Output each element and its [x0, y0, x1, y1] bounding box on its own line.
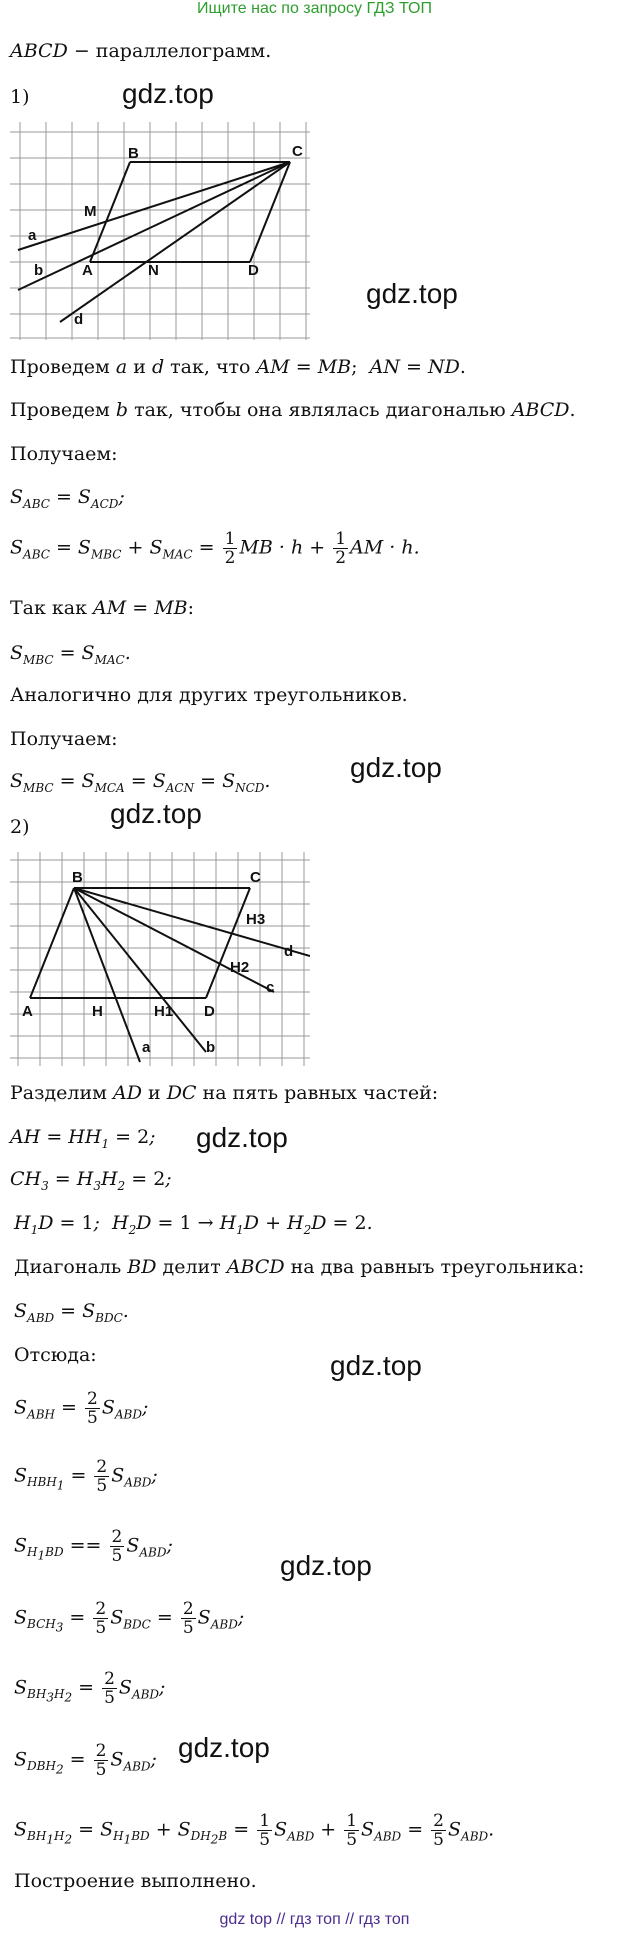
figure-2: [10, 852, 310, 1066]
label-A: A: [82, 262, 93, 279]
p2-formula-11: $S_{BH_1H_2} = S_{H_1BD} + S_{DH_2B}$ = $\frac{1}{5}$ $S_{ABD}$ + $\frac{1}{5}$ $S_{ABD}$ = $\frac{2}{5}$ $S_{ABD}$.: [14, 1811, 495, 1850]
grid: [10, 852, 310, 1066]
p1-line-8: Аналогично для других треугольников.: [10, 684, 408, 706]
footer-links[interactable]: gdz top // гдз топ // гдз топ: [219, 1911, 410, 1928]
watermark: gdz.top: [110, 798, 202, 829]
p2-last-line: Построение выполнено.: [14, 1870, 257, 1892]
part2-label: 2): [10, 816, 30, 838]
label-B: B: [72, 869, 83, 886]
label-D: D: [248, 262, 259, 279]
p1-formula-2: $S_{ABC} = S_{MBC} + S_{MAC}$ = $\frac{1}{2}$ MB · h + $\frac{1}{2}$ AM · h.: [10, 529, 420, 568]
p1-line-9: Получаем:: [10, 728, 118, 750]
watermark: gdz.top: [122, 78, 214, 109]
p2-formula-3: $H_1D = 1$; $H_2D = 1 \to H_1D + H_2D = 2$.: [14, 1212, 373, 1237]
label-N: N: [148, 262, 159, 279]
p1-formula-4: $S_{MBC} = S_{MCA} = S_{ACN} = S_{NCD}$.: [10, 770, 271, 795]
label-C: C: [292, 143, 303, 160]
p2-line-5: Диагональ BD делит ABCD на два равныъ треугольника:: [14, 1256, 585, 1278]
label-B: B: [128, 145, 139, 162]
p2-line-1: Разделим AD и DC на пять равных частей:: [10, 1082, 439, 1104]
label-H: H: [92, 1003, 103, 1020]
p2-formula-4: $S_{ABD} = S_{BDC}$.: [14, 1300, 129, 1325]
p2-line-7: Отсюда:: [14, 1344, 97, 1366]
parallelogram-lines: [18, 162, 290, 322]
p1-formula-3: $S_{MBC} = S_{MAC}$.: [10, 642, 131, 667]
label-b: b: [34, 262, 44, 279]
p2-formula-8: $S_{BCH_3}$ = $\frac{2}{5}$ $S_{BDC}$ = $\frac{2}{5}$ $S_{ABD}$;: [14, 1599, 245, 1638]
p2-formula-10: $S_{DBH_2}$ = $\frac{2}{5}$ $S_{ABD}$;: [14, 1741, 157, 1780]
label-d: d: [284, 943, 294, 960]
label-a: a: [28, 227, 37, 244]
p1-line-2: Проведем b так, чтобы она являлась диагональю ABCD.: [10, 399, 576, 421]
label-H2: H2: [230, 959, 250, 976]
figure-1: [10, 122, 310, 340]
p2-formula-7: $S_{H_1BD}$ == $\frac{2}{5}$ $S_{ABD}$;: [14, 1527, 173, 1566]
p2-formula-5: $S_{ABH}$ = $\frac{2}{5}$ $S_{ABD}$;: [14, 1389, 149, 1428]
p2-formula-6: $S_{HBH_1}$ = $\frac{2}{5}$ $S_{ABD}$;: [14, 1457, 158, 1496]
label-C: C: [250, 869, 261, 886]
p2-formula-9: $S_{BH_3H_2}$ = $\frac{2}{5}$ $S_{ABD}$;: [14, 1669, 166, 1708]
watermark: gdz.top: [178, 1732, 270, 1763]
grid: [10, 122, 310, 340]
label-c: c: [266, 979, 275, 996]
label-H1: H1: [154, 1003, 174, 1020]
part1-label: 1): [10, 86, 30, 108]
watermark: gdz.top: [350, 752, 442, 783]
problem-statement: ABCD − параллелограмм.: [10, 40, 272, 62]
search-banner[interactable]: Ищите нас по запросу ГДЗ ТОП: [197, 0, 432, 17]
watermark: gdz.top: [280, 1550, 372, 1581]
label-d: d: [74, 311, 84, 328]
watermark: gdz.top: [366, 278, 458, 309]
p1-line-1: Проведем a и d так, что AM = MB; AN = ND.: [10, 356, 466, 378]
watermark: gdz.top: [196, 1122, 288, 1153]
watermark: gdz.top: [330, 1350, 422, 1381]
label-A: A: [22, 1003, 33, 1020]
p1-line-3: Получаем:: [10, 443, 118, 465]
label-H3: H3: [246, 911, 266, 928]
p1-line-6: Так как AM = MB:: [10, 597, 195, 619]
p2-formula-2: $CH_3 = H_3H_2 = 2$;: [10, 1168, 172, 1193]
label-b: b: [206, 1039, 216, 1056]
p2-formula-1: AH = $HH_1 = 2$;: [10, 1126, 156, 1151]
p1-formula-1: $S_{ABC} = S_{ACD}$;: [10, 486, 125, 511]
label-D: D: [204, 1003, 215, 1020]
label-a: a: [142, 1039, 151, 1056]
label-M: M: [84, 203, 97, 220]
